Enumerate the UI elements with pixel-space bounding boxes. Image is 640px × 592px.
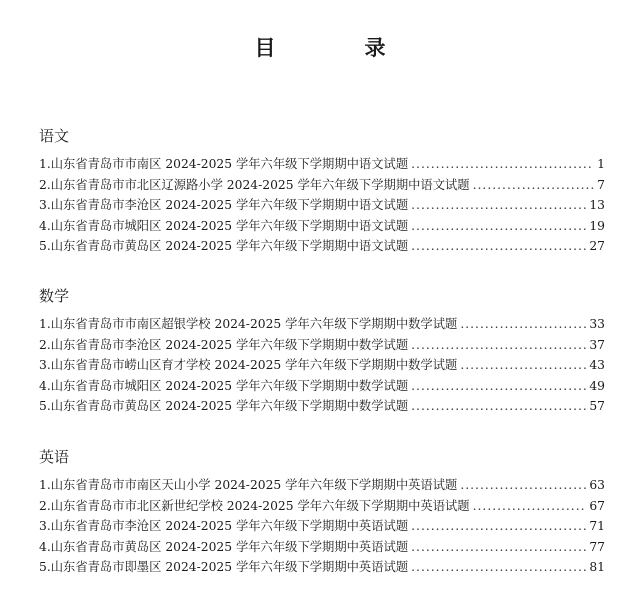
toc-entry[interactable] (39, 355, 605, 376)
toc-entry[interactable] (39, 216, 605, 237)
toc-entry-title: 2.山东省青岛市市北区新世纪学校 2024-2025 学年六年级下学期期中英语试题 (39, 498, 470, 513)
dot-leader (411, 537, 586, 558)
toc-entry[interactable] (39, 236, 605, 257)
toc-entry[interactable] (39, 314, 605, 335)
dot-leader (411, 396, 586, 417)
dot-leader (411, 195, 586, 216)
toc-page-number: 77 (589, 539, 605, 554)
toc-section-chinese (39, 125, 605, 257)
toc-entry-title: 3.山东省青岛市崂山区育才学校 2024-2025 学年六年级下学期期中数学试题 (39, 358, 458, 372)
section-heading: 语文 (39, 127, 70, 145)
toc-entry[interactable] (39, 154, 605, 175)
dot-leader (411, 236, 586, 257)
toc-entry-title: 5.山东省青岛市即墨区 2024-2025 学年六年级下学期期中英语试题 (39, 560, 409, 574)
dot-leader (411, 557, 586, 578)
toc-page-number: 63 (589, 478, 605, 492)
toc-entry-title: 5.山东省青岛市黄岛区 2024-2025 学年六年级下学期期中语文试题 (39, 239, 409, 253)
toc-page-number: 81 (589, 560, 605, 574)
dot-leader (411, 335, 586, 356)
toc-section-english (39, 446, 605, 578)
toc-entry-title: 1.山东省青岛市市南区 2024-2025 学年六年级下学期期中语文试题 (39, 157, 409, 171)
toc-page-number: 43 (589, 358, 605, 372)
toc-page-number: 19 (589, 218, 605, 233)
toc-page-number: 13 (589, 198, 605, 212)
dot-leader (411, 516, 586, 537)
toc-entry-title: 4.山东省青岛市城阳区 2024-2025 学年六年级下学期期中语文试题 (39, 218, 409, 233)
toc-entry[interactable] (39, 335, 605, 356)
toc-entry-title: 4.山东省青岛市城阳区 2024-2025 学年六年级下学期期中数学试题 (39, 378, 409, 393)
toc-list (39, 314, 605, 417)
dot-leader (473, 496, 587, 517)
toc-entry[interactable] (39, 175, 605, 196)
toc-page-number: 67 (589, 498, 605, 513)
toc-entry-title: 5.山东省青岛市黄岛区 2024-2025 学年六年级下学期期中数学试题 (39, 399, 409, 413)
toc-entry-title: 3.山东省青岛市李沧区 2024-2025 学年六年级下学期期中英语试题 (39, 519, 409, 533)
toc-page-number: 1 (597, 157, 605, 171)
toc-entry[interactable] (39, 516, 605, 537)
toc-entry[interactable] (39, 496, 605, 517)
dot-leader (460, 475, 586, 496)
page-title: 目 录 (254, 35, 420, 60)
toc-page-number: 49 (589, 378, 605, 393)
toc-entry-title: 4.山东省青岛市黄岛区 2024-2025 学年六年级下学期期中英语试题 (39, 539, 409, 554)
dot-leader (411, 154, 594, 175)
toc-entry[interactable] (39, 537, 605, 558)
dot-leader (411, 216, 586, 237)
toc-entry[interactable] (39, 396, 605, 417)
toc-entry[interactable] (39, 376, 605, 397)
toc-entry-title: 1.山东省青岛市市南区天山小学 2024-2025 学年六年级下学期期中英语试题 (39, 478, 458, 492)
toc-section-math (39, 285, 605, 417)
toc-page-number: 37 (589, 337, 605, 352)
dot-leader (460, 355, 586, 376)
toc-list (39, 475, 605, 578)
toc-page-number: 33 (589, 317, 605, 331)
dot-leader (411, 376, 586, 397)
toc-entry-title: 1.山东省青岛市市南区超银学校 2024-2025 学年六年级下学期期中数学试题 (39, 317, 458, 331)
toc-page-number: 7 (597, 177, 605, 192)
toc-list (39, 154, 605, 257)
toc-entry[interactable] (39, 195, 605, 216)
toc-page-number: 71 (589, 519, 605, 533)
dot-leader (460, 314, 586, 335)
toc-page-number: 57 (589, 399, 605, 413)
toc-entry[interactable] (39, 557, 605, 578)
toc-entry-title: 2.山东省青岛市市北区辽源路小学 2024-2025 学年六年级下学期期中语文试题 (39, 177, 470, 192)
section-heading: 英语 (39, 448, 70, 466)
toc-entry-title: 3.山东省青岛市李沧区 2024-2025 学年六年级下学期期中语文试题 (39, 198, 409, 212)
section-heading: 数学 (39, 287, 70, 305)
toc-page-number: 27 (589, 239, 605, 253)
dot-leader (473, 175, 595, 196)
toc-entry[interactable] (39, 475, 605, 496)
toc-entry-title: 2.山东省青岛市李沧区 2024-2025 学年六年级下学期期中数学试题 (39, 337, 409, 352)
